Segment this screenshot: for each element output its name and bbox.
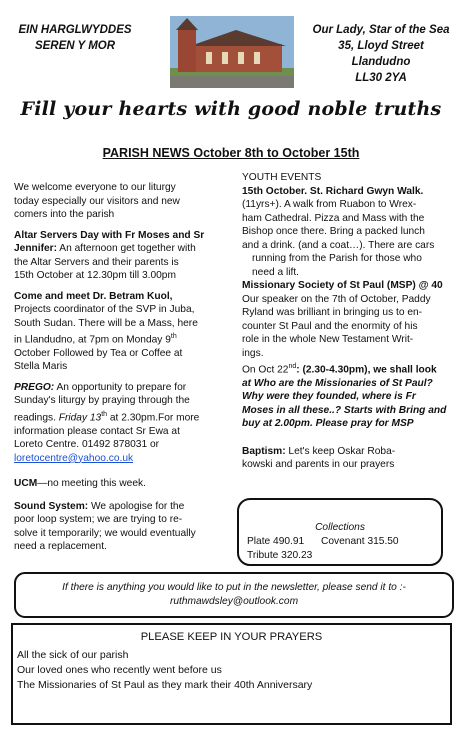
text-line: poor loop system; we are trying to re- [14,514,183,526]
collections-box [237,498,443,566]
ucm-label: UCM [14,478,38,490]
text-line: Missionary Society of St Paul (MSP) @ 40 [242,280,443,291]
welcome-paragraph [14,181,229,222]
text-line: Projects coordinator of the SVP in Juba, [14,304,195,315]
text-line: 15th October. St. Richard Gwyn Walk. [242,185,424,197]
text-line: Jennifer: [14,243,58,254]
prego-label: PREGO: [14,381,55,393]
text-line: in Llandudno, at 7pm on Monday 9 [14,334,171,346]
text-line: An opportunity to prepare for [54,381,187,393]
sound-label: Sound System: [14,500,89,512]
walk-paragraph [242,185,454,280]
header-right-line: Llandudno [351,56,411,68]
superscript: nd [288,363,297,370]
youth-heading: YOUTH EVENTS [242,172,322,183]
text-line: Bishop once there. Bring a packed lunch [242,226,425,237]
text-line: Friday 13 [58,412,102,424]
prayers-box [11,623,452,725]
motto: Fill your hearts with good noble truths [20,98,442,120]
text-line: solve it temporarily; we would eventually [14,527,196,539]
text-line: : (2.30-4.30pm), we shall look [296,364,437,376]
prayers-heading: PLEASE KEEP IN YOUR PRAYERS [140,631,323,643]
text-line: Loreto Centre. 01492 878031 or [14,439,159,451]
parish-name-welsh [0,22,150,54]
header-right-line: LL30 2YA [355,72,407,84]
prayer-item: All the sick of our parish [17,649,129,661]
text-line: ings. [242,347,264,359]
text-line: Altar Servers Day with Fr Moses and Sr [14,229,205,241]
text-line: Come and meet Dr. Betram Kuol, [14,290,173,302]
baptism-paragraph [242,445,454,472]
collection-covenant: Covenant 315.50 [321,536,399,547]
baptism-label: Baptism: [242,445,286,457]
text-line: 15th October at 12.30pm till 3.00pm [14,270,176,281]
text-line: information please contact Sr Ewa at [14,425,180,437]
collections-heading: Collections [315,522,365,533]
prego-paragraph [14,381,229,465]
text-line: We apologise for the [88,500,185,512]
msp-paragraph [242,279,454,431]
email-link-loreto[interactable]: loretocentre@yahoo.co.uk [14,452,134,464]
text-line: today especially our visitors and new [14,195,180,207]
kuol-paragraph [14,290,229,374]
text-line: An afternoon get together with [57,243,196,254]
text-line: Let's keep Oskar Roba- [285,445,396,457]
text-line: need a replacement. [14,541,107,553]
text-line: Sunday's liturgy by praying through the [14,395,190,407]
text-line: buy at 2.00pm. Please pray for MSP [242,418,414,430]
text-line: comers into the parish [14,209,115,220]
text-line: readings. [14,412,59,424]
collection-tribute: Tribute 320.23 [247,550,313,561]
text-line: Stella Maris [14,361,68,373]
right-column [242,171,454,472]
collection-plate: Plate 490.91 [247,536,305,547]
text-line: the Altar Servers and their parents is [14,256,179,268]
text-line: Moses in all these..? Starts with Bring and [242,404,447,416]
text-line: Ryland was brilliant in bringing us to en- [242,307,423,318]
newsletter-email: ruthmawdsley@outlook.com [169,596,299,607]
altar-servers-paragraph [14,229,229,283]
superscript: th [170,333,177,340]
header-right-line: Our Lady, Star of the Sea [312,24,450,36]
text-line: and a drink. (and a coat…). There are cars [242,239,435,251]
sound-system-paragraph [14,500,229,554]
text-line: counter St Paul and the enormity of his [242,320,418,332]
text-line: at Who are the Missionaries of St Paul? [242,377,433,389]
church-image [170,16,294,88]
text-line: Our speaker on the 7th of October, Paddy [242,293,431,305]
text-line: Why were they founded, where is Fr [242,391,416,403]
page-title: PARISH NEWS October 8th to October 15th [102,146,360,160]
ucm-paragraph [14,477,229,491]
text-line: October Followed by Tea or Coffee at [14,347,183,359]
prayer-item: Our loved ones who recently went before us [17,664,222,676]
header-left-line: SEREN Y MOR [34,40,116,52]
text-line: South Sudan. There will be a Mass, here [14,317,198,329]
left-column [14,181,229,561]
text-line: (11yrs+). A walk from Ruabon to Wrex- [242,199,417,210]
superscript: th [101,410,108,418]
prayer-item: The Missionaries of St Paul as they mark their 40th Anniversary [17,679,313,691]
text-line: kowski and parents in our prayers [242,459,395,471]
text-line: We welcome everyone to our liturgy [14,182,176,193]
newsletter-note-text: If there is anything you would like to put in the newsletter, please send it to :- [62,582,406,593]
text-line: On Oct 22 [242,364,289,376]
text-line: —no meeting this week. [37,478,146,490]
text-line: role in the whole New Testament Writ- [242,334,414,345]
text-line: at 2.30pm.For more [107,412,200,424]
parish-address [300,22,462,86]
text-line: need a lift. [252,266,300,278]
text-line: ham Cathedral. Pizza and Mass with the [242,212,425,224]
header-left-line: EIN HARGLWYDDES [18,24,132,36]
newsletter-note-box [14,572,454,618]
header-right-line: 35, Lloyd Street [338,40,424,52]
text-line: running from the Parish for those who [252,253,422,264]
